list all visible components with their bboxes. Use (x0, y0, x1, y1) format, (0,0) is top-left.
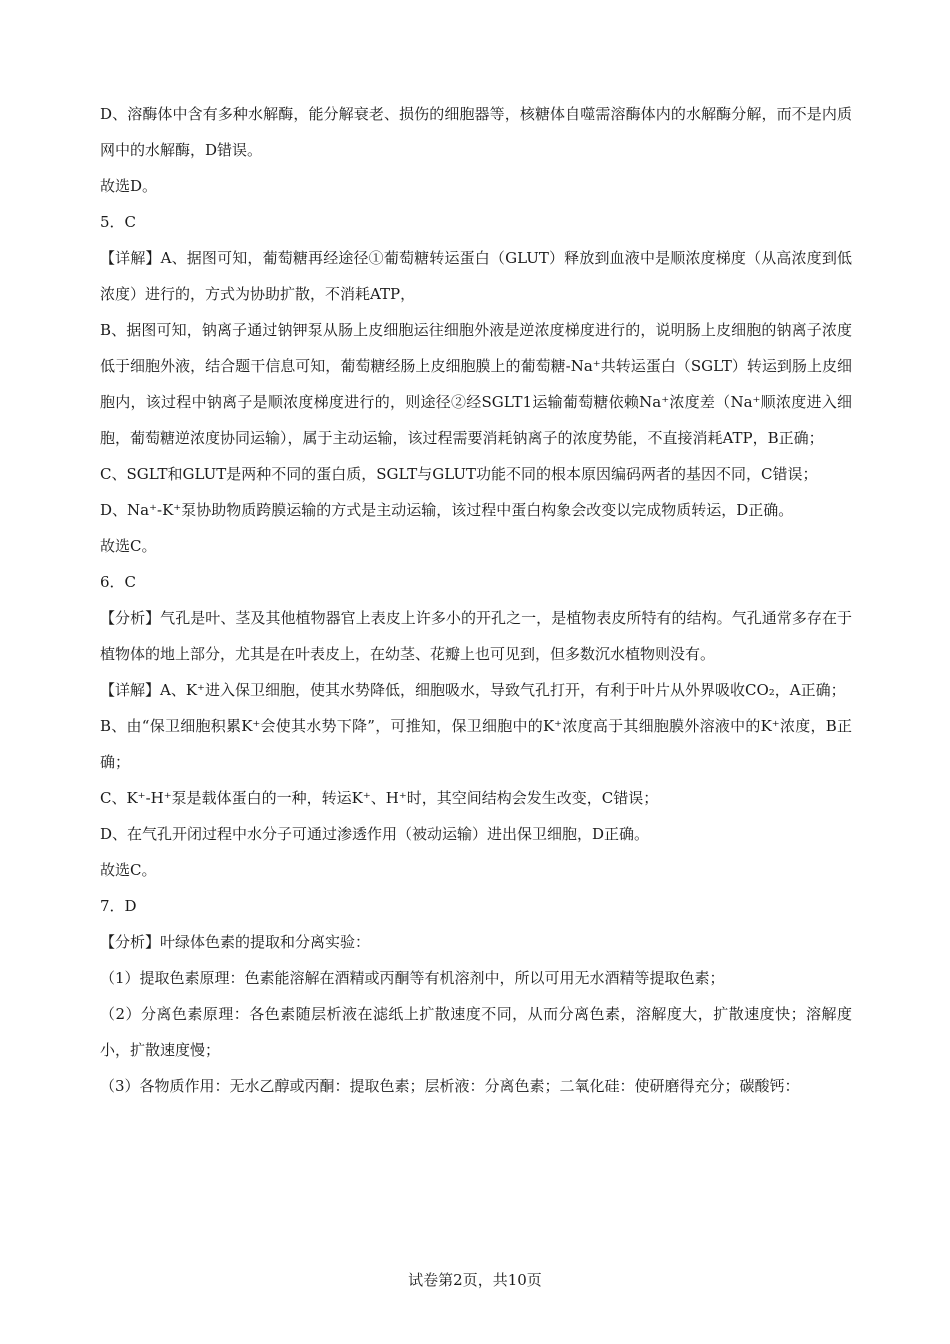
paragraph-5c: C、SGLT和GLUT是两种不同的蛋白质，SGLT与GLUT功能不同的根本原因编码两者的基因不同，C错误； (100, 465, 818, 483)
paragraph-5d: D、Na⁺-K⁺泵协助物质跨膜运输的方式是主动运输，该过程中蛋白构象会改变以完成物质转运，D正确。 (100, 501, 794, 519)
question-5-heading: 5．C (100, 213, 137, 231)
paragraph-6b: B、由“保卫细胞积累K⁺会使其水势下降”，可推知，保卫细胞中的K⁺浓度高于其细胞膜外溶液中的K⁺浓度，B正确； (100, 717, 852, 771)
paragraph-6c: C、K⁺-H⁺泵是载体蛋白的一种，转运K⁺、H⁺时，其空间结构会发生改变，C错误； (100, 789, 659, 807)
answer-content (100, 96, 852, 1104)
question-7-heading: 7．D (100, 897, 137, 915)
paragraph-6-analysis: 【分析】气孔是叶、茎及其他植物器官上表皮上许多小的开孔之一，是植物表皮所特有的结构。气孔通常多存在于植物体的地上部分，尤其是在叶表皮上，在幼茎、花瓣上也可见到，但多数沉水植物则没有。 (100, 609, 852, 663)
paragraph-6a: 【详解】A、K⁺进入保卫细胞，使其水势降低，细胞吸水，导致气孔打开，有利于叶片从外界吸收CO₂，A正确； (100, 681, 846, 699)
paragraph-5-answer: 故选C。 (100, 537, 157, 555)
paragraph-6-answer: 故选C。 (100, 861, 157, 879)
paragraph-7-item-2: （2）分离色素原理：各色素随层析液在滤纸上扩散速度不同，从而分离色素，溶解度大，扩散速度快；溶解度小，扩散速度慢； (100, 1005, 852, 1059)
paragraph-5b: B、据图可知，钠离子通过钠钾泵从肠上皮细胞运往细胞外液是逆浓度梯度进行的，说明肠上皮细胞的钠离子浓度低于细胞外液，结合题干信息可知，葡萄糖经肠上皮细胞膜上的葡萄糖-Na⁺共转运蛋白（SGLT）转运到肠上皮细胞内，该过程中钠离子是顺浓度梯度进行的，则途径②经SGLT1运输葡萄糖依赖Na⁺浓度差（Na⁺顺浓度进入细胞，葡萄糖逆浓度协同运输），属于主动运输，该过程需要消耗钠离子的浓度势能，不直接消耗ATP，B正确； (100, 321, 852, 447)
paragraph-7-item-1: （1）提取色素原理：色素能溶解在酒精或丙酮等有机溶剂中，所以可用无水酒精等提取色素； (100, 969, 725, 987)
paragraph-5a: 【详解】A、据图可知，葡萄糖再经途径①葡萄糖转运蛋白（GLUT）释放到血液中是顺浓度梯度（从高浓度到低浓度）进行的，方式为协助扩散，不消耗ATP， (100, 249, 852, 303)
paragraph-7-item-3: （3）各物质作用：无水乙醇或丙酮：提取色素；层析液：分离色素；二氧化硅：使研磨得充分；碳酸钙： (100, 1077, 800, 1095)
paragraph-6d: D、在气孔开闭过程中水分子可通过渗透作用（被动运输）进出保卫细胞，D正确。 (100, 825, 650, 843)
paragraph-7-analysis: 【分析】叶绿体色素的提取和分离实验： (100, 933, 371, 951)
paragraph-4d-conclusion: D、溶酶体中含有多种水解酶，能分解衰老、损伤的细胞器等，核糖体自噬需溶酶体内的水解酶分解，而不是内质网中的水解酶，D错误。 (100, 105, 852, 159)
paragraph-4-answer: 故选D。 (100, 177, 158, 195)
question-6-heading: 6．C (100, 573, 137, 591)
page-footer: 试卷第2页，共10页 (408, 1271, 542, 1289)
